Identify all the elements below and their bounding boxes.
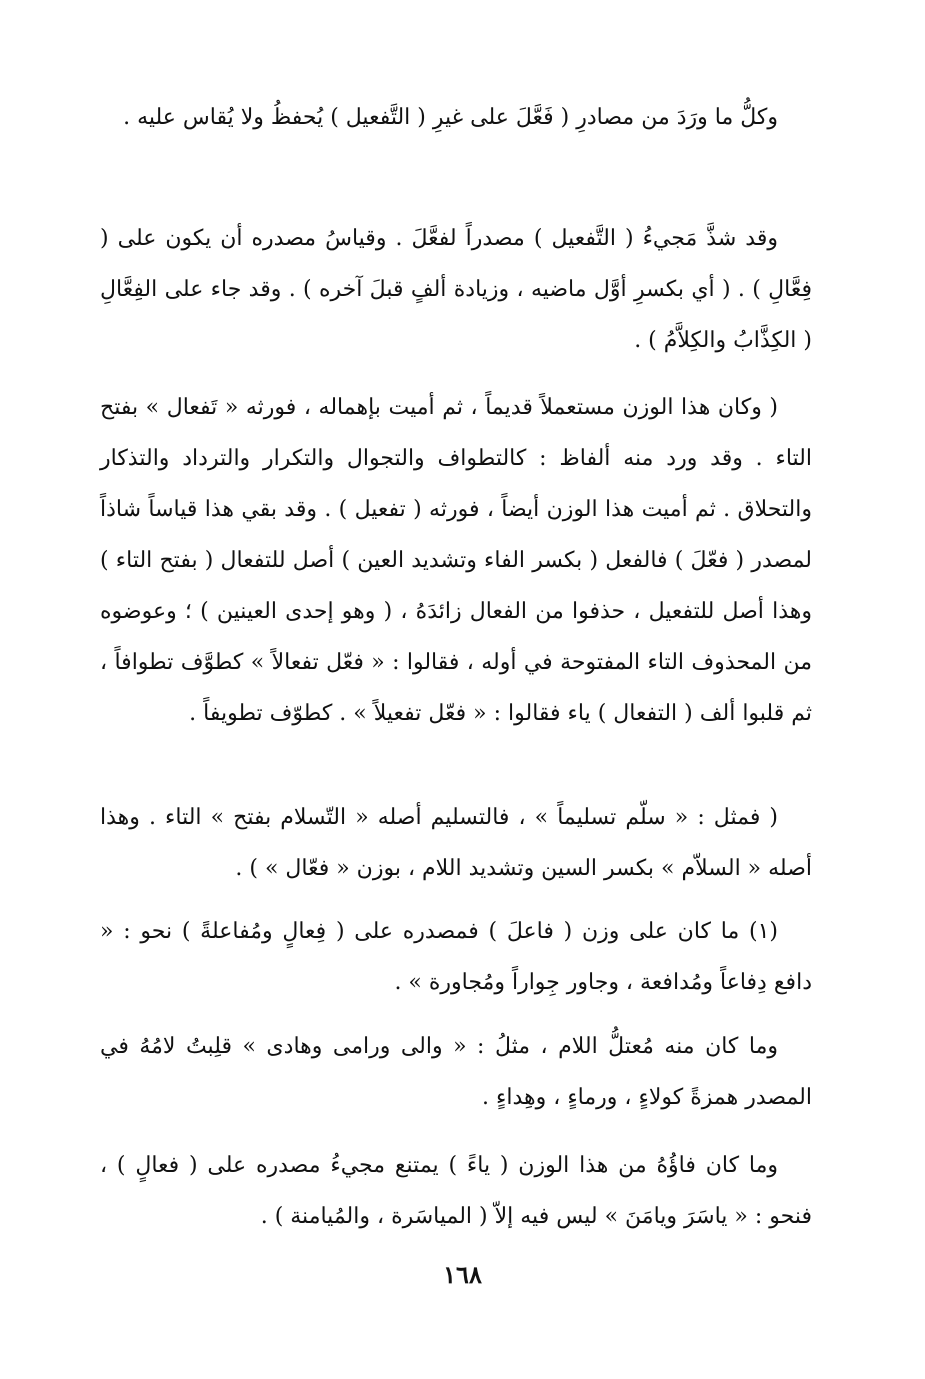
paragraph-7: وما كان فاؤُهُ من هذا الوزن ( ياءً ) يمتنع مجيءُ مصدره على ( فعالٍ ) ، فنحو : « ياسَرَ ويامَنَ » ليس فيه إلاّ ( المياسَرة ، والمُيامنة ) . [100, 1153, 812, 1229]
page-number: ١٦٨ [443, 1260, 482, 1289]
paragraph-1: وكلُّ ما ورَدَ من مصادرِ ( فَعَّلَ على غيرِ ( التَّفعيل ) يُحفظُ ولا يُقاس عليه . [123, 105, 778, 130]
paragraph-3: ( وكان هذا الوزن مستعملاً قديماً ، ثم أميت بإهماله ، فورثه « تَفعال » بفتح التاء . وقد ورد منه ألفاظ : كالتطواف والتجوال والتكرار والترداد والتذكار والتحلاق . ثم أميت هذا الوزن أيضاً ، فورثه ( تفعيل ) . وقد بقي هذا قياساً شاذاً لمصدر ( فعّلَ ) فالفعل ( بكسر الفاء وتشديد العين ) أصل للتفعال ( بفتح التاء ) وهذا أصل للتفعيل ، حذفوا من الفعال زائدَهُ ، ( وهو إحدى العينين ) ؛ وعوضوه من المحذوف التاء المفتوحة في أوله ، فقالوا : « فعّل تفعالاً » كطوَّف تطوافاً ، ثم قلبوا ألف ( التفعال ) ياء فقالوا : « فعّل تفعيلاً » . كطوّف تطويفاً . [100, 395, 812, 726]
paragraph-6: وما كان منه مُعتلُّ اللام ، مثلُ : « والى ورامى وهادى » قلِبتُ لامُهُ في المصدر همزةً كولاءٍ ، ورماءٍ ، وهِداءٍ . [100, 1034, 812, 1110]
paragraph-2: وقد شذَّ مَجيءُ ( التَّفعيل ) مصدراً لفعَّلَ . وقياسُ مصدره أن يكون على ( فِعَّالِ ) . ( أي بكسرِ أوَّل ماضيه ، وزيادة ألفٍ قبلَ آخره ) . وقد جاء على الفِعَّالِ ( الكِذَّابُ والكِلاَّمُ ) . [100, 226, 812, 353]
paragraph-4: ( فمثل : « سلّم تسليماً » ، فالتسليم أصله « التّسلام بفتح » التاء . وهذا أصله « السلاّم » بكسر السين وتشديد اللام ، بوزن « فعّال » ) . [100, 805, 812, 881]
paragraph-5: (١) ما كان على وزن ( فاعلَ ) فمصدره على ( فِعالٍ ومُفاعلةً ) نحو : « دافع دِفاعاً ومُدافعة ، وجاور جِواراً ومُجاورة » . [100, 919, 812, 995]
page-body [100, 92, 812, 1352]
